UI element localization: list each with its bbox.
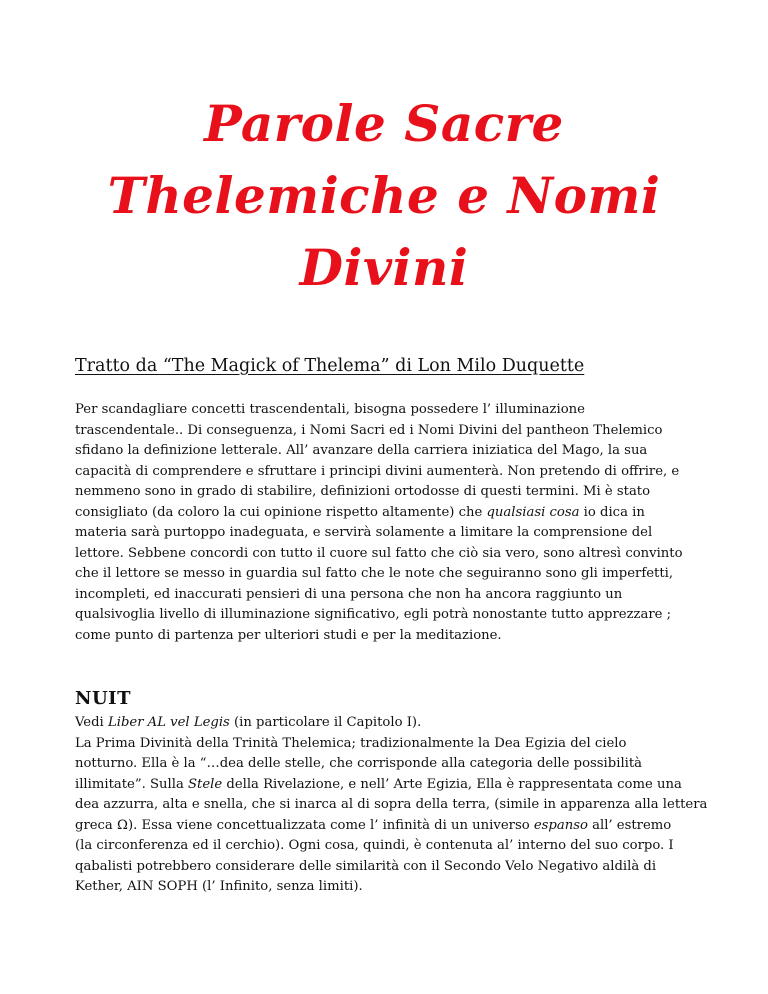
emphasis-text: Stele bbox=[188, 776, 223, 792]
text-line: (la circonferenza ed il cerchio). Ogni cosa, quindi, è contenuta al’ interno del suo corpo. I bbox=[75, 838, 674, 853]
text-line: notturno. Ella è la “…dea delle stelle, che corrisponde alla categoria delle possibilità bbox=[75, 756, 643, 771]
section-heading: NUIT bbox=[75, 688, 131, 709]
title-line-1: Parole Sacre bbox=[204, 94, 564, 153]
text-line: Per scandagliare concetti trascendentali, bisogna possedere l’ illuminazione bbox=[75, 402, 585, 417]
text-segment: greca bbox=[75, 817, 117, 833]
document-subtitle: Tratto da “The Magick of Thelema” di Lon Milo Duquette bbox=[75, 356, 585, 376]
text-line: qabalisti potrebbero considerare delle similarità con il Secondo Velo Negativo aldilà di bbox=[75, 858, 657, 874]
text-line: sfidano la definizione letterale. All’ avanzare della carriera iniziatica del Mago, la sua bbox=[75, 443, 648, 458]
title-line-2: Thelemiche e Nomi bbox=[107, 166, 661, 225]
text-line: capacità di comprendere e sfruttare i principi divini aumenterà. Non pretendo di offrire, e bbox=[75, 463, 680, 479]
text-line: lettore. Sebbene concordi con tutto il cuore sul fatto che ciò sia vero, sono altresì convinto bbox=[75, 545, 683, 561]
text-line bbox=[75, 713, 697, 734]
text-segment: (in particolare il Capitolo I). bbox=[229, 715, 422, 730]
text-line: che il lettore se messo in guardia sul fatto che le note che seguiranno sono gli imperfetti, bbox=[75, 566, 674, 581]
omega-symbol: Ω bbox=[117, 817, 128, 833]
text-segment: Vedi bbox=[75, 715, 108, 730]
text-segment: all’ estremo bbox=[587, 817, 672, 833]
text-line: nemmeno sono in grado di stabilire, definizioni ortodosse di questi termini. Mi è stato bbox=[75, 484, 651, 499]
text-line: come punto di partenza per ulteriori studi e per la meditazione. bbox=[75, 627, 502, 643]
text-line: qualsivoglia livello di illuminazione significativo, egli potrà nonostante tutto apprezzare ; bbox=[75, 607, 672, 622]
emphasis-text: Liber AL vel Legis bbox=[107, 715, 230, 730]
text-segment: illimitate”. Sulla bbox=[75, 776, 189, 792]
title-line-3: Divini bbox=[299, 238, 469, 297]
emphasis-text: espanso bbox=[533, 817, 588, 833]
text-line: dea azzurra, alta e snella, che si inarca al di sopra della terra, (simile in apparenza alla lettera bbox=[75, 797, 708, 812]
text-segment: della Rivelazione, e nell’ Arte Egizia, Ella è rappresentata come una bbox=[222, 776, 682, 792]
text-line: La Prima Divinità della Trinità Thelemica; tradizionalmente la Dea Egizia del cielo bbox=[75, 735, 627, 751]
text-line bbox=[75, 775, 697, 796]
intro-paragraph bbox=[75, 400, 697, 646]
text-segment: io dica in bbox=[579, 504, 645, 520]
text-segment: consigliato (da coloro la cui opinione rispetto altamente) che bbox=[75, 504, 483, 520]
section-paragraph bbox=[75, 713, 708, 898]
text-line: incompleti, ed inaccurati pensieri di una persona che non ha ancora raggiunto un bbox=[75, 586, 623, 602]
text-segment: ). Essa viene concettualizzata come l’ infinità di un universo bbox=[127, 817, 534, 833]
emphasis-text: qualsiasi cosa bbox=[486, 504, 580, 520]
text-line bbox=[75, 816, 697, 837]
document-title bbox=[0, 88, 768, 304]
text-line: materia sarà purtoppo inadeguata, e servirà solamente a limitare la comprensione del bbox=[75, 525, 653, 540]
text-line: Kether, AIN SOPH (l’ Infinito, senza limiti). bbox=[75, 879, 363, 894]
text-line bbox=[75, 503, 697, 524]
text-line: trascendentale.. Di conseguenza, i Nomi Sacri ed i Nomi Divini del pantheon Thelemico bbox=[75, 422, 663, 438]
